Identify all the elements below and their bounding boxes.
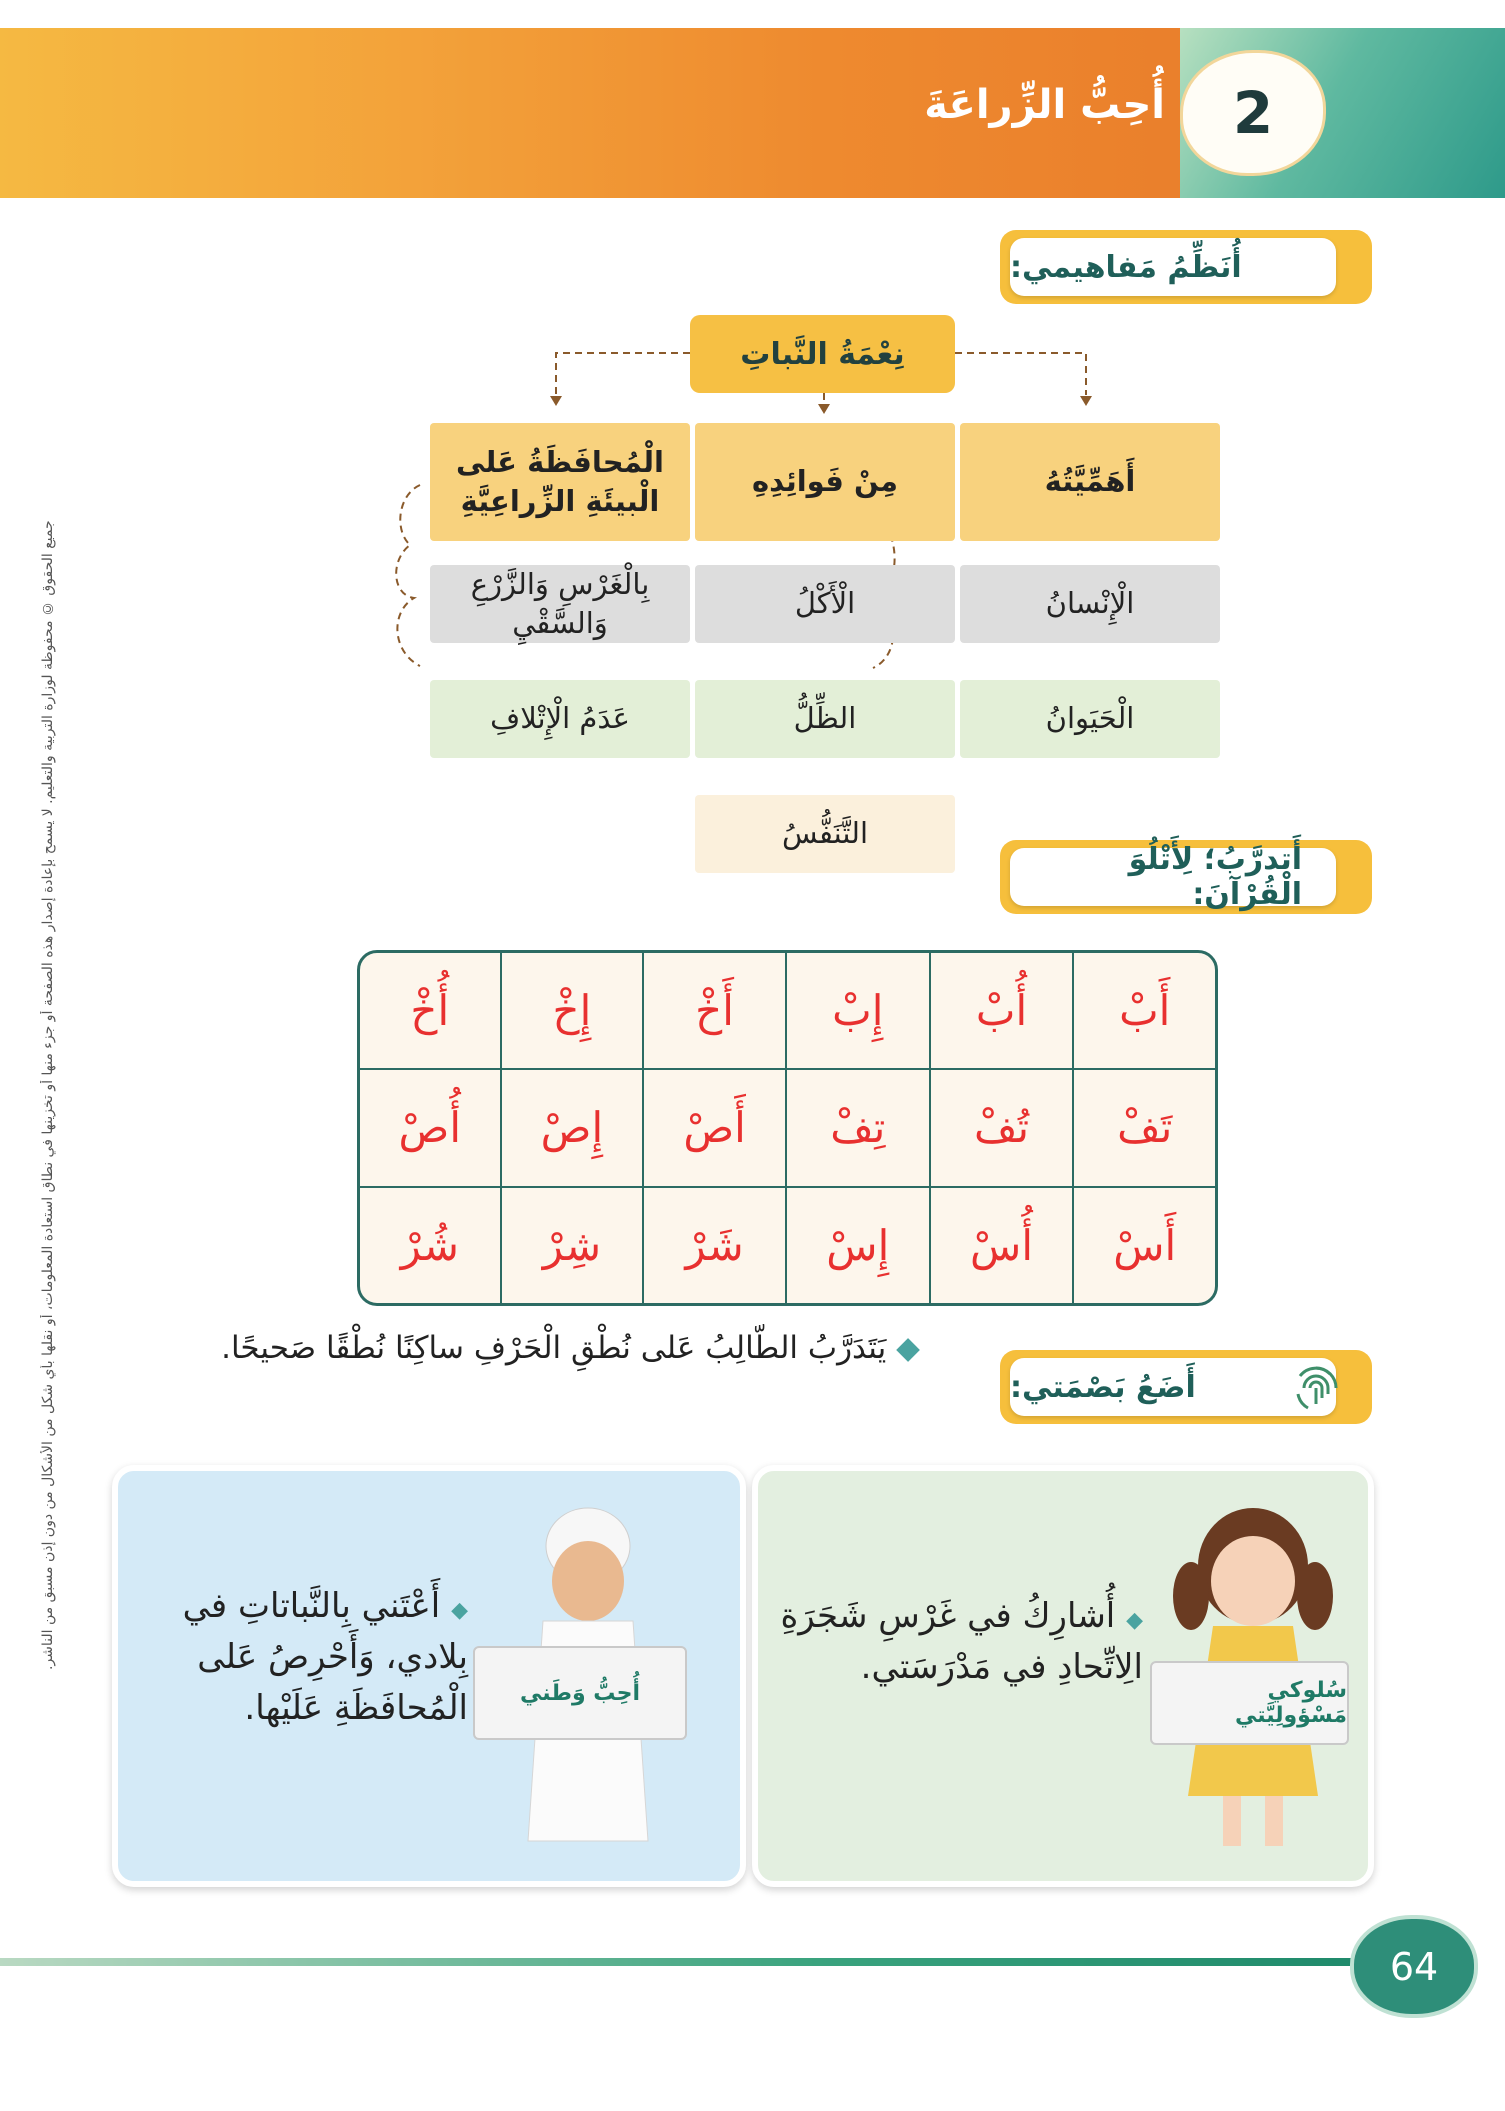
concept-map-root: نِعْمَةُ النَّباتِ [690,315,955,393]
letter-cell: أَسْ [1073,1187,1215,1303]
concept-item-planting: بِالْغَرْسِ وَالزَّرْعِ وَالسَّقْيِ [430,565,690,643]
panel-homeland [112,1465,746,1887]
concept-item-animal: الْحَيَوانُ [960,680,1220,758]
fingerprint-icon [1290,1362,1342,1414]
concept-head-benefits: مِنْ فَوائِدِهِ [695,423,955,541]
lesson-title: أُحِبُّ الزِّراعَةَ [924,82,1165,128]
concept-head-importance: أَهَمِّيَّتُهُ [960,423,1220,541]
letter-cell: أُسْ [930,1187,1074,1303]
letter-cell: أَصْ [643,1069,786,1187]
lesson-number-badge: 2 [1180,50,1326,176]
concept-item-human: الْإِنْسانُ [960,565,1220,643]
letter-cell: إِسْ [786,1187,930,1303]
letter-cell: أُخْ [360,953,501,1069]
footer-line [0,1958,1360,1966]
letter-cell: شُرْ [360,1187,501,1303]
section-organize [1000,230,1372,304]
panel-responsibility [752,1465,1374,1887]
letters-table [357,950,1218,1306]
concept-item-food: الْأَكْلُ [695,565,955,643]
concept-item-breathing: التَّنَفُّسُ [695,795,955,873]
letters-row [360,1187,1215,1303]
panel-homeland-text [133,1581,468,1734]
letter-cell: شِرْ [501,1187,644,1303]
letter-cell: أَخْ [643,953,786,1069]
practice-note-text: يَتَدَرَّبُ الطّالِبُ عَلى نُطْقِ الْحَرْفِ ساكِنًا نُطْقًا صَحيحًا. [221,1330,887,1366]
panel-responsibility-text [778,1591,1143,1693]
letter-cell: أَبْ [1073,953,1215,1069]
practice-note [200,1330,920,1366]
copyright-note: جميع الحقوق © محفوظة لوزارة التربية والتعليم. لا يسمح بإعادة إصدار هذه الصفحة أو جزء منها أو تخزينها في نطاق استعادة المعلومات، أو نقلها بأي شكل من الأشكال من دون إذن مسبق من الناشر. [40,520,56,1670]
letter-cell: أُصْ [360,1069,501,1187]
page-number: 64 [1350,1915,1478,2018]
bullet-icon: ◆ [1126,1608,1143,1633]
letter-cell: إِصْ [501,1069,644,1187]
letter-cell: تَفْ [1073,1069,1215,1187]
section-practice [1000,840,1372,914]
section-practice-label: أَتدرَّبُ؛ لِأَتْلُوَ الْقُرْآنَ: [1010,848,1336,906]
section-fingerprint-label: أَضَعُ بَصْمَتي: [1010,1358,1336,1416]
sign-homeland: أُحِبُّ وَطَني [473,1646,687,1740]
letters-row [360,1069,1215,1187]
panel-responsibility-sentence: أُشارِكُ في غَرْسِ شَجَرَةِ الِاتِّحادِ في مَدْرَسَتي. [780,1596,1143,1687]
letter-cell: إِبْ [786,953,930,1069]
concept-item-shade: الظِّلُّ [695,680,955,758]
concept-item-no-damage: عَدَمُ الْإِتْلافِ [430,680,690,758]
section-organize-label: أُنَظِّمُ مَفاهيمي: [1010,238,1336,296]
panel-homeland-sentence: أَعْتَني بِالنَّباتاتِ في بِلادي، وَأَحْرِصُ عَلى الْمُحافَظَةِ عَلَيْها. [182,1586,468,1728]
sign-responsibility: سُلوكي مَسْؤولِيَّتي [1150,1661,1349,1745]
concept-head-preservation: الْمُحافَظَةُ عَلى الْبيئَةِ الزِّراعِيَّةِ [430,423,690,541]
bullet-icon: ◆ [451,1598,468,1623]
section-fingerprint [1000,1350,1372,1424]
letter-cell: أُبْ [930,953,1074,1069]
bullet-icon: ◆ [896,1330,920,1366]
letter-cell: تُفْ [930,1069,1074,1187]
letter-cell: تِفْ [786,1069,930,1187]
letter-cell: إِخْ [501,953,644,1069]
letters-row [360,953,1215,1069]
letter-cell: شَرْ [643,1187,786,1303]
